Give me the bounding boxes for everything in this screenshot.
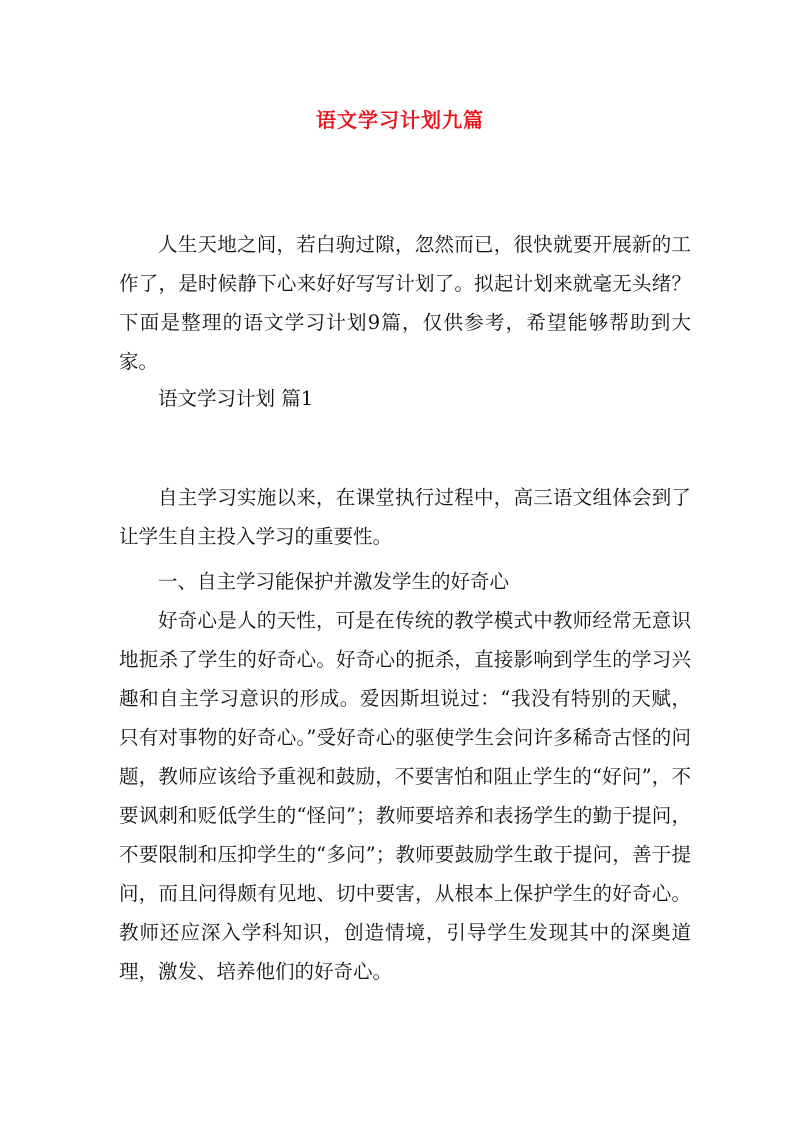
document-title: 语文学习计划九篇 <box>316 108 484 132</box>
intro-paragraph: 人生天地之间，若白驹过隙，忽然而已，很快就要开展新的工作了，是时候静下心来好好写写计划了。拟起计划来就毫无头绪？下面是整理的语文学习计划9篇，仅供参考，希望能够帮助到大家。 <box>119 233 691 373</box>
subheading-1: 一、自主学习能保护并激发学生的好奇心 <box>158 570 510 593</box>
body-paragraph-2: 好奇心是人的天性，可是在传统的教学模式中教师经常无意识地扼杀了学生的好奇心。好奇心的扼杀，直接影响到学生的学习兴趣和自主学习意识的形成。爱因斯坦说过：“我没有特别的天赋，只有对事物的好奇心。”受好奇心的驱使学生会问许多稀奇古怪的问题，教师应该给予重视和鼓励，不要害怕和阻止学生的“好问”，不要讽刺和贬低学生的“怪问”；教师要培养和表扬学生的勤于提问，不要限制和压抑学生的“多问”；教师要鼓励学生敢于提问，善于提问，而且问得颇有见地、切中要害，从根本上保护学生的好奇心。教师还应深入学科知识，创造情境，引导学生发现其中的深奥道理，激发、培养他们的好奇心。 <box>119 609 691 983</box>
section-heading: 语文学习计划 篇1 <box>158 387 314 410</box>
body-paragraph-1: 自主学习实施以来，在课堂执行过程中，高三语文组体会到了让学生自主投入学习的重要性。 <box>119 486 691 548</box>
